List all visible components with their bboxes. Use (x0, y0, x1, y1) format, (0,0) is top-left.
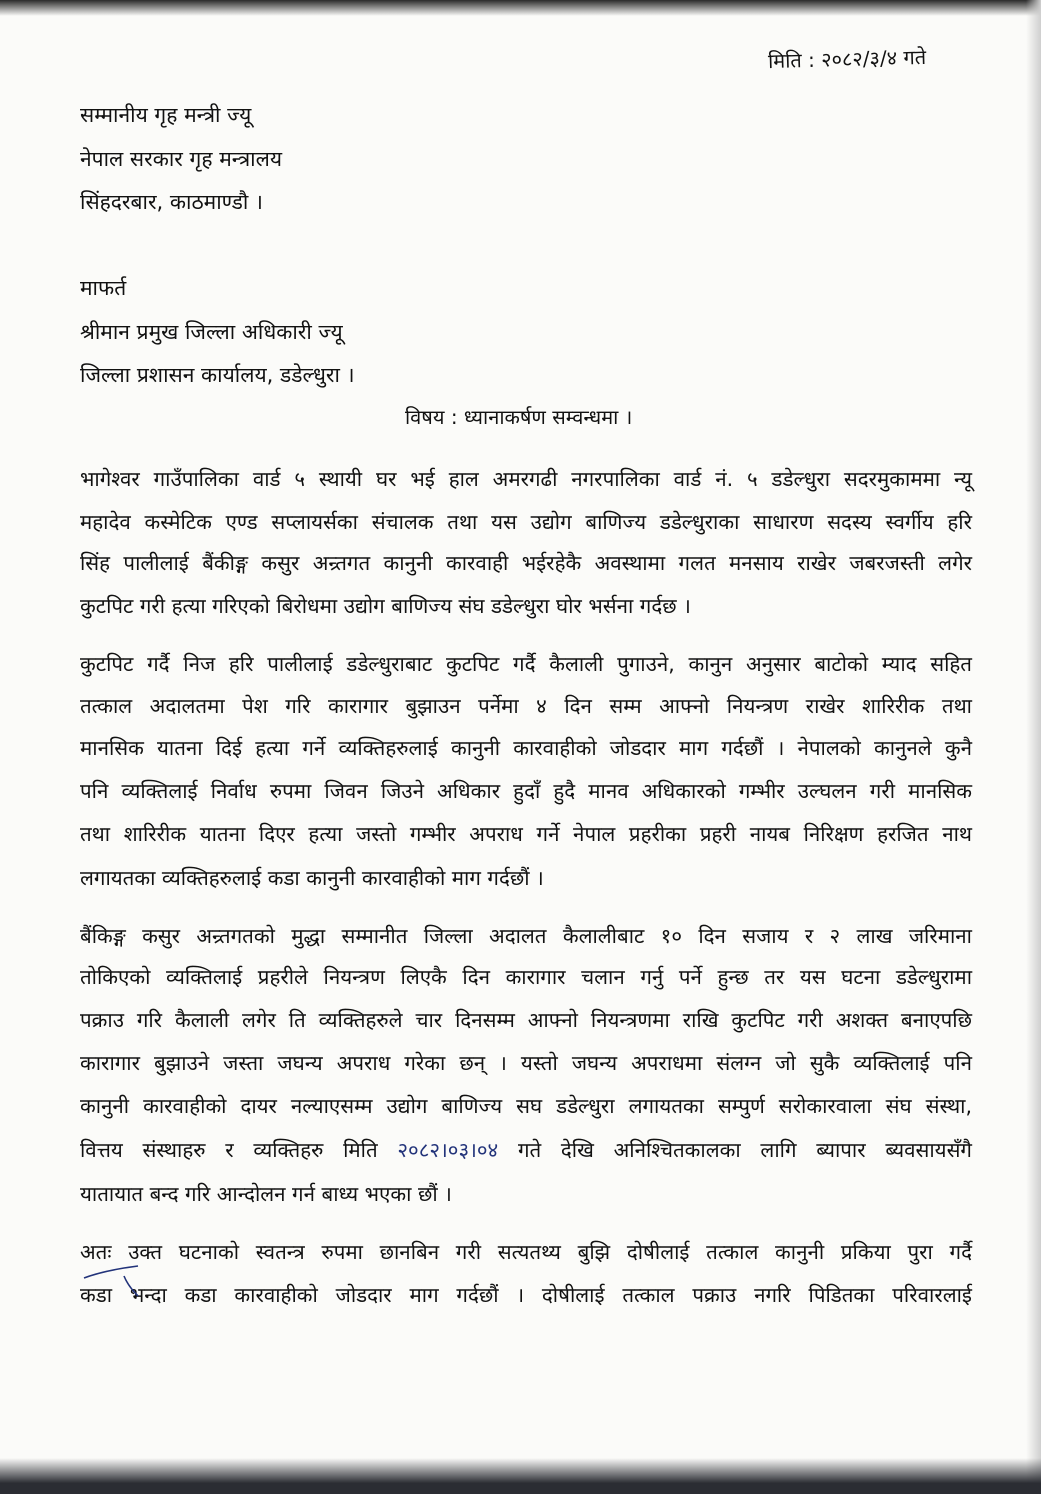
para3-line-6-after: गते देखि अनिश्चितकालका लागि ब्यापार ब्यवसायसँगै (517, 1138, 972, 1162)
via-label: माफर्त (80, 276, 127, 300)
para3-line-2: तोकिएको व्यक्तिलाई प्रहरीले नियन्त्रण लिएकै दिन कारागार चलान गर्नु पर्ने हुन्छ तर यस घटना डडेल्धुरामा (80, 965, 972, 989)
photo-edge-right (1026, 0, 1041, 1494)
para2-line-5: तथा शारिरीक यातना दिएर हत्या जस्तो गम्भीर अपराध गर्ने नेपाल प्रहरीका प्रहरी नायब निरिक्षण हरजित नाथ (80, 822, 972, 846)
para1-line-1: भागेश्वर गाउँपालिका वार्ड ५ स्थायी घर भई हाल अमरगढी नगरपालिका वार्ड नं. ५ डडेल्धुरा सदरमुकाममा न्यू (80, 467, 972, 491)
para1-line-3: सिंह पालीलाई बैंकीङ्ग कसुर अन्र्तगत कानुनी कारवाही भईरहेकै अवस्थामा गलत मनसाय राखेर जबरजस्ती लगेर (80, 551, 972, 575)
para4-line-2: कडा भन्दा कडा कारवाहीको जोडदार माग गर्दछौं । दोषीलाई तत्काल पक्राउ नगरि पिडितका परिवारलाई (80, 1283, 972, 1307)
recipient-line-2: नेपाल सरकार गृह मन्त्रालय (80, 147, 283, 171)
para3-line-3: पक्राउ गरि कैलाली लगेर ति व्यक्तिहरुले चार दिनसम्म आफ्नो नियन्त्रणमा राखि कुटपिट गरी अशक्त बनाएपछि (80, 1008, 972, 1032)
para2-line-6: लगायतका व्यक्तिहरुलाई कडा कानुनी कारवाहीको माग गर्दछौं । (80, 866, 544, 890)
para1-line-2: महादेव कस्मेटिक एण्ड सप्लायर्सका संचालक तथा यस उद्योग बाणिज्य डडेल्धुराका साधारण सदस्य स्वर्गीय हरि (80, 510, 972, 534)
para3-line-6 (80, 1136, 972, 1164)
para4-line-1: अतः उक्त घटनाको स्वतन्त्र रुपमा छानबिन गरी सत्यतथ्य बुझि दोषीलाई तत्काल कानुनी प्रकिया पुरा गर्दै (80, 1240, 972, 1264)
photo-edge-bottom (0, 1458, 1041, 1494)
recipient-line-1: सम्मानीय गृह मन्त्री ज्यू (80, 103, 252, 127)
para2-line-4: पनि व्यक्तिलाई निर्वाध रुपमा जिवन जिउने अधिकार हुदाँ हुदै मानव अधिकारको गम्भीर उल्घलन गरी मानसिक (80, 779, 972, 803)
para3-line-7: यातायात बन्द गरि आन्दोलन गर्न बाध्य भएका छौं । (80, 1182, 452, 1206)
via-line-1: श्रीमान प्रमुख जिल्ला अधिकारी ज्यू (80, 320, 343, 344)
para3-line-1: बैंकिङ्ग कसुर अन्र्तगतको मुद्धा सम्मानीत जिल्ला अदालत कैलालीबाट १० दिन सजाय र २ लाख जरिमाना (80, 924, 972, 948)
recipient-line-3: सिंहदरबार, काठमाण्डौ । (80, 190, 263, 214)
para3-line-4: कारागार बुझाउने जस्ता जघन्य अपराध गरेका छन् । यस्तो जघन्य अपराधमा संलग्न जो सुकै व्यक्तिलाई पनि (80, 1051, 972, 1075)
via-line-2: जिल्ला प्रशासन कार्यालय, डडेल्धुरा । (80, 363, 355, 387)
para3-line-5: कानुनी कारवाहीको दायर नल्याएसम्म उद्योग बाणिज्य सघ डडेल्धुरा लगायतका सम्पुर्ण सरोकारवाला संघ संस्था, (80, 1094, 972, 1118)
pen-annotation-mark (80, 1248, 140, 1298)
para2-line-1: कुटपिट गर्दै निज हरि पालीलाई डडेल्धुराबाट कुटपिट गर्दै कैलाली पुगाउने, कानुन अनुसार बाटोको म्याद सहित (80, 652, 972, 676)
para2-line-3: मानसिक यातना दिई हत्या गर्ने व्यक्तिहरुलाई कानुनी कारवाहीको जोडदार माग गर्दछौं । नेपालको कानुनले कुनै (80, 736, 972, 760)
handwritten-date: २०८२।०३।०४ (397, 1138, 499, 1162)
para2-line-2: तत्काल अदालतमा पेश गरि कारागार बुझाउन पर्नेमा ४ दिन सम्म आफ्नो नियन्त्रण राखेर शारिरीक तथा (80, 694, 972, 718)
para1-line-4: कुटपिट गरी हत्या गरिएको बिरोधमा उद्योग बाणिज्य संघ डडेल्धुरा घोर भर्सना गर्दछ । (80, 594, 691, 618)
letter-date: मिति : २०८२/३/४ गते (767, 44, 927, 74)
letter-subject: विषय : ध्यानाकर्षण सम्वन्धमा । (405, 405, 633, 429)
para3-line-6-before: वित्तय संस्थाहरु र व्यक्तिहरु मिति (80, 1138, 378, 1162)
photo-edge-top (0, 0, 1041, 16)
